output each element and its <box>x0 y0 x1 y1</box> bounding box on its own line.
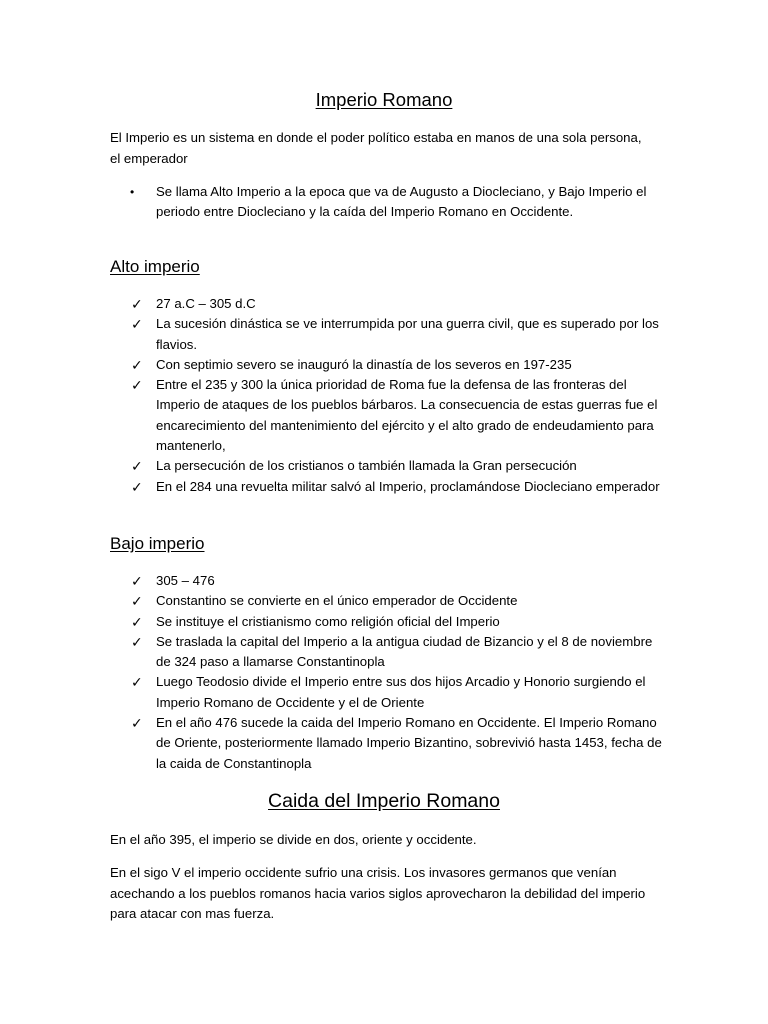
list-item-text: La sucesión dinástica se ve interrumpida por una guerra civil, que es superado por los flavios. <box>156 316 659 352</box>
checkmark-icon: ✓ <box>131 573 143 589</box>
alto-imperio-list <box>110 294 665 497</box>
checkmark-icon: ✓ <box>131 458 143 475</box>
list-item-text: Se instituye el cristianismo como religión oficial del Imperio <box>156 613 500 629</box>
checkmark-icon: ✓ <box>131 356 143 373</box>
list-item <box>110 591 665 611</box>
list-item-text: Se llama Alto Imperio a la epoca que va de Augusto a Diocleciano, y Bajo Imperio el periodo entre Diocleciano y la caída del Imperio Romano en Occidente. <box>156 184 647 220</box>
list-item <box>110 672 665 713</box>
list-item <box>110 355 665 375</box>
list-item <box>110 182 660 222</box>
caida-heading: Caida del Imperio Romano <box>268 790 500 812</box>
list-item-text: La persecución de los cristianos o también llamada la Gran persecución <box>156 458 577 474</box>
checkmark-icon: ✓ <box>131 633 143 650</box>
list-item-text: Constantino se convierte en el único emperador de Occidente <box>156 593 518 609</box>
bajo-imperio-heading: Bajo imperio <box>110 534 205 553</box>
list-item-text: 27 a.C – 305 d.C <box>156 296 256 311</box>
list-item-text: Se traslada la capital del Imperio a la antigua ciudad de Bizancio y el 8 de noviembre de 324 paso a llamarse Constantinopla <box>156 633 653 670</box>
alto-imperio-heading: Alto imperio <box>110 257 200 276</box>
intro-paragraph: El Imperio es un sistema en donde el poder político estaba en manos de una sola persona, el emperador <box>110 130 642 166</box>
checkmark-icon: ✓ <box>131 377 143 394</box>
caida-paragraph-2: En el sigo V el imperio occidente sufrio una crisis. Los invasores germanos que venían acechando a los pueblos romanos hacia varios siglos aprovecharon la debilidad del imperio para atacar con mas fuerza. <box>110 865 646 921</box>
intro-bullet-list <box>110 182 660 222</box>
list-item <box>110 612 665 632</box>
caida-paragraph-1: En el año 395, el imperio se divide en dos, oriente y occidente. <box>110 832 477 847</box>
list-item-text: En el 284 una revuelta militar salvó al Imperio, proclamándose Diocleciano emperador <box>156 478 660 494</box>
list-item-text: Luego Teodosio divide el Imperio entre sus dos hijos Arcadio y Honorio surgiendo el Imperio Romano de Occidente y el de Oriente <box>156 674 646 710</box>
list-item-text: Entre el 235 y 300 la única prioridad de Roma fue la defensa de las fronteras del Imperio de ataques de los pueblos bárbaros. La consecuencia de estas guerras fue el encarecimiento del mantenimiento del ejército y el alto grado de endeudamiento para mantenerlo, <box>156 377 658 454</box>
bullet-icon: • <box>130 185 135 199</box>
list-item <box>110 477 665 497</box>
list-item-text: En el año 476 sucede la caida del Imperio Romano en Occidente. El Imperio Romano de Oriente, posteriormente llamado Imperio Bizantino, sobrevivió hasta 1453, fecha de la caida de Constantinopla <box>156 715 662 771</box>
checkmark-icon: ✓ <box>131 478 143 495</box>
list-item <box>110 571 665 591</box>
checkmark-icon: ✓ <box>131 316 143 333</box>
checkmark-icon: ✓ <box>131 715 143 732</box>
list-item-text: Con septimio severo se inauguró la dinastía de los severos en 197-235 <box>156 356 572 372</box>
checkmark-icon: ✓ <box>131 613 143 630</box>
list-item-text: 305 – 476 <box>156 573 215 588</box>
list-item <box>110 456 665 476</box>
list-item <box>110 713 665 774</box>
bajo-imperio-list <box>110 571 665 774</box>
list-item <box>110 314 665 355</box>
list-item <box>110 632 665 673</box>
list-item <box>110 294 665 314</box>
list-item <box>110 375 665 456</box>
checkmark-icon: ✓ <box>131 674 143 691</box>
checkmark-icon: ✓ <box>131 296 143 312</box>
checkmark-icon: ✓ <box>131 593 143 610</box>
page-title: Imperio Romano <box>315 89 453 110</box>
